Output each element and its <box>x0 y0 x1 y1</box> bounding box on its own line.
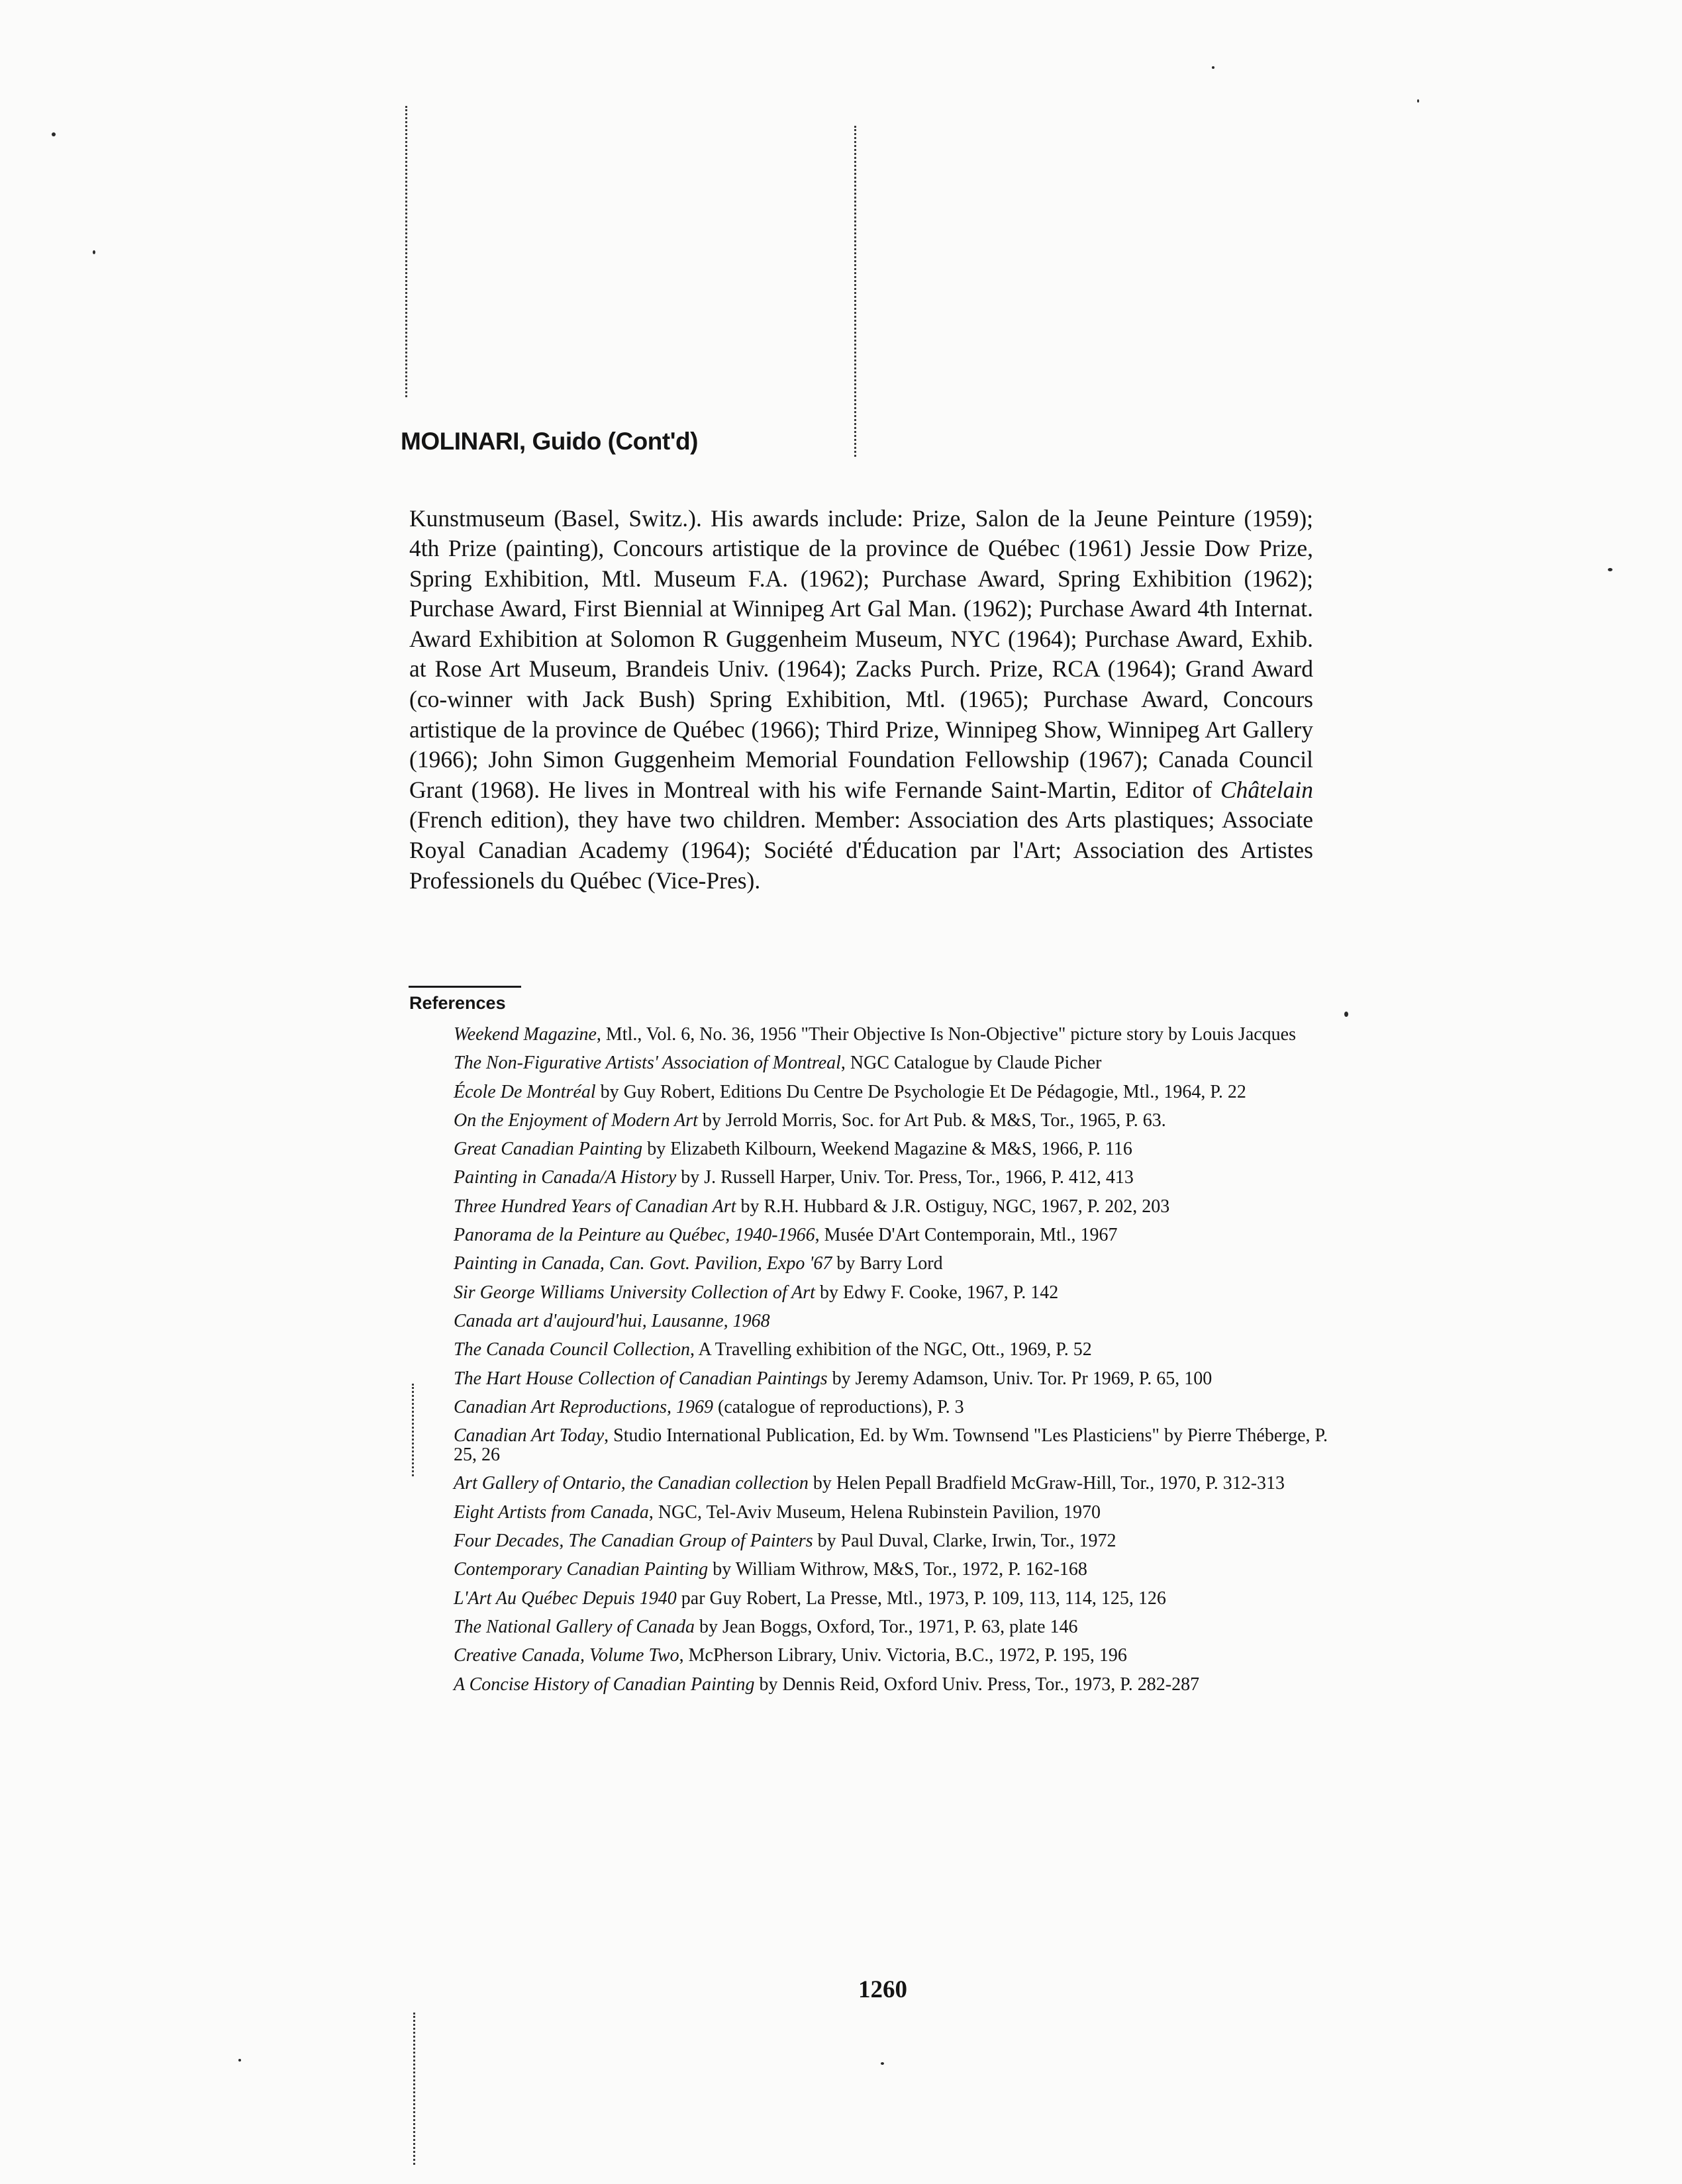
scan-artifact <box>412 1384 414 1476</box>
scan-artifact <box>413 2013 415 2165</box>
references-heading: References <box>409 993 506 1013</box>
biography-paragraph <box>409 504 1313 896</box>
reference-item: Three Hundred Years of Canadian Art by R.H. Hubbard & J.R. Ostiguy, NGC, 1967, P. 202, 203 <box>454 1196 1170 1217</box>
scan-speck <box>1212 66 1214 69</box>
references-list <box>454 1025 1328 1703</box>
reference-item: Four Decades, The Canadian Group of Painters by Paul Duval, Clarke, Irwin, Tor., 1972 <box>454 1531 1116 1552</box>
reference-item: Painting in Canada/A History by J. Russell Harper, Univ. Tor. Press, Tor., 1966, P. 412, 413 <box>454 1167 1134 1188</box>
scan-speck <box>881 2062 884 2065</box>
scan-speck <box>93 250 95 254</box>
scan-speck <box>52 132 56 136</box>
reference-item: The National Gallery of Canada by Jean Boggs, Oxford, Tor., 1971, P. 63, plate 146 <box>454 1616 1078 1637</box>
reference-item: École De Montréal by Guy Robert, Editions Du Centre De Psychologie Et De Pédagogie, Mtl., 1964, P. 22 <box>454 1081 1246 1102</box>
biography-text: Kunstmuseum (Basel, Switz.). His awards include: Prize, Salon de la Jeune Peinture (1959); 4th Prize (painting), Concours artistique de la province de Québec (1961) Jessie Dow Prize, Spring Exhibition, Mtl. Museum F.A. (1962); Purchase Award, Spring Exhibition (1962); Purchase Award, First Biennial at Winnipeg Art Gal Man. (1962); Purchase Award 4th Internat. Award Exhibition at Solomon R Guggenheim Museum, NYC (1964); Purchase Award, Exhib. at Rose Art Museum, Brandeis Univ. (1964); Zacks Purch. Prize, RCA (1964); Grand Award (co-winner with Jack Bush) Spring Exhibition, Mtl. (1965); Purchase Award, Concours artistique de la province de Québec (1966); Third Prize, Winnipeg Show, Winnipeg Art Gallery (1966); John Simon Guggenheim Memorial Foundation Fellowship (1967); Canada Council Grant (1968). He lives in Montreal with his wife Fernande Saint-Martin, Editor of <box>409 504 1313 803</box>
reference-item: The Canada Council Collection, A Travelling exhibition of the NGC, Ott., 1969, P. 52 <box>454 1339 1092 1360</box>
reference-item: Panorama de la Peinture au Québec, 1940-1966, Musée D'Art Contemporain, Mtl., 1967 <box>454 1225 1118 1246</box>
reference-item: Canadian Art Reproductions, 1969 (catalogue of reproductions), P. 3 <box>454 1396 964 1417</box>
reference-item: On the Enjoyment of Modern Art by Jerrold Morris, Soc. for Art Pub. & M&S, Tor., 1965, P. 63. <box>454 1110 1166 1131</box>
reference-item: L'Art Au Québec Depuis 1940 par Guy Robert, La Presse, Mtl., 1973, P. 109, 113, 114, 125, 126 <box>454 1588 1166 1609</box>
reference-item: Weekend Magazine, Mtl., Vol. 6, No. 36, 1956 "Their Objective Is Non-Objective" picture story by Louis Jacques <box>454 1024 1297 1045</box>
scan-speck <box>1417 99 1419 103</box>
reference-item: Creative Canada, Volume Two, McPherson Library, Univ. Victoria, B.C., 1972, P. 195, 196 <box>454 1645 1127 1666</box>
biography-text-end: (French edition), they have two children. Member: Association des Arts plastiques; Associate Royal Canadian Academy (1964); Société d'Éducation par l'Art; Association des Artistes Professionels du Québec (Vice-Pres). <box>409 806 1313 894</box>
reference-item: The Hart House Collection of Canadian Paintings by Jeremy Adamson, Univ. Tor. Pr 1969, P. 65, 100 <box>454 1368 1212 1389</box>
reference-item: Art Gallery of Ontario, the Canadian collection by Helen Pepall Bradfield McGraw-Hill, Tor., 1970, P. 312-313 <box>454 1473 1285 1494</box>
reference-item: Contemporary Canadian Painting by William Withrow, M&S, Tor., 1972, P. 162-168 <box>454 1559 1087 1580</box>
page-number: 1260 <box>858 1976 907 2003</box>
reference-item: Eight Artists from Canada, NGC, Tel-Aviv Museum, Helena Rubinstein Pavilion, 1970 <box>454 1501 1101 1523</box>
scan-artifact <box>405 106 407 397</box>
section-divider <box>409 986 521 988</box>
scan-artifact <box>854 126 856 457</box>
reference-item: Painting in Canada, Can. Govt. Pavilion, Expo '67 by Barry Lord <box>454 1253 943 1274</box>
scan-speck <box>1608 568 1612 571</box>
scan-speck <box>238 2059 241 2062</box>
reference-item: Canadian Art Today, Studio International Publication, Ed. by Wm. Townsend "Les Plasticiens" by Pierre Théberge, P. 25, 26 <box>454 1425 1328 1466</box>
reference-item: A Concise History of Canadian Painting by Dennis Reid, Oxford Univ. Press, Tor., 1973, P. 282-287 <box>454 1674 1200 1695</box>
reference-item: Sir George Williams University Collection of Art by Edwy F. Cooke, 1967, P. 142 <box>454 1282 1059 1303</box>
scan-speck <box>1344 1012 1348 1017</box>
reference-item: Canada art d'aujourd'hui, Lausanne, 1968 <box>454 1310 770 1331</box>
reference-item: The Non-Figurative Artists' Association of Montreal, NGC Catalogue by Claude Picher <box>454 1053 1102 1074</box>
biography-italic-title: Châtelain <box>1220 776 1313 803</box>
entry-heading: MOLINARI, Guido (Cont'd) <box>401 428 698 455</box>
reference-item: Great Canadian Painting by Elizabeth Kilbourn, Weekend Magazine & M&S, 1966, P. 116 <box>454 1139 1132 1160</box>
